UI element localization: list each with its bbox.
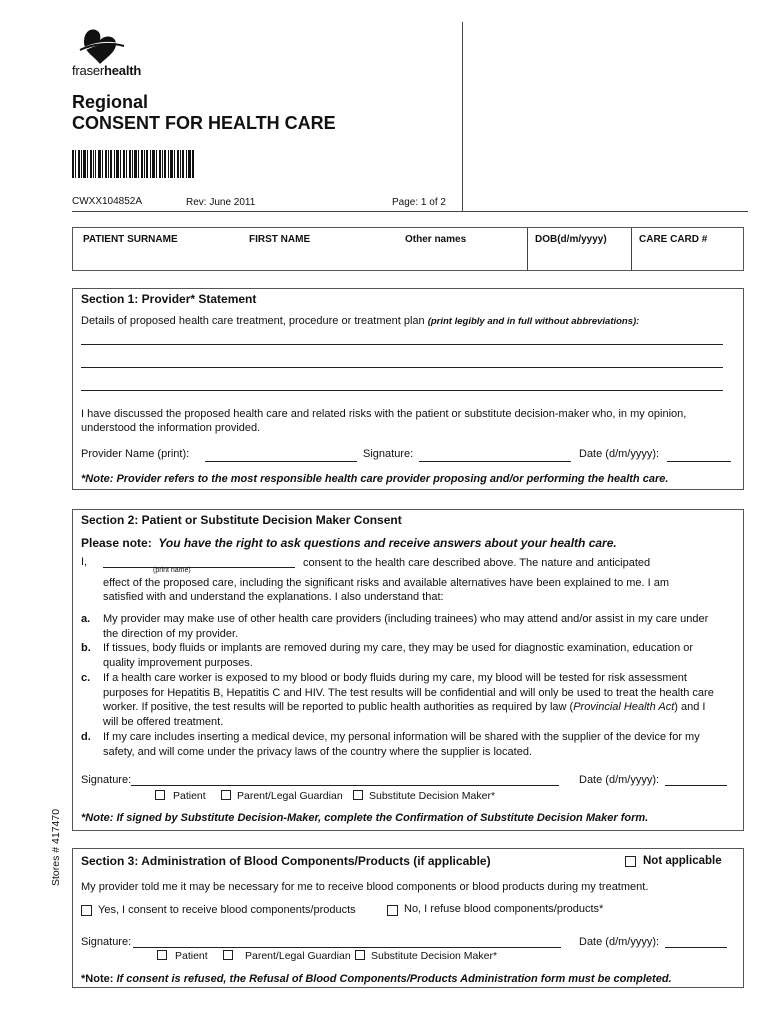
section-2-guardian-label: Parent/Legal Guardian <box>237 790 343 802</box>
provider-name-input[interactable] <box>205 461 357 462</box>
consent-text-2: effect of the proposed care, including the significant risks and available alternatives have been explained to me. I am <box>103 577 670 589</box>
details-line-2[interactable] <box>81 367 723 368</box>
page-number: Page: 1 of 2 <box>392 197 446 208</box>
col-dob: DOB(d/m/yyyy) <box>535 234 607 245</box>
section-3-intro: My provider told me it may be necessary for me to receive blood components or blood products during my treatment. <box>81 881 649 893</box>
title-regional: Regional <box>72 92 149 112</box>
section-3-date-label: Date (d/m/yyyy): <box>579 936 660 948</box>
col-care-card: CARE CARD # <box>639 234 708 245</box>
consent-item-c: c. If a health care worker is exposed to my blood or body fluids during my care, my blood will be tested for risk assessment purposes for Hepatitis B, Hepatitis C and HIV. The test results will be confidential and will only be used to treat the health care worker. If positive, the test results will be reported to public health authorities as required by law (Provincial Health Act) and I will be offered treatment. <box>81 672 714 728</box>
patient-name-input[interactable] <box>79 248 525 268</box>
section-2-signature-label: Signature: <box>81 774 132 786</box>
col-first-name: FIRST NAME <box>249 234 311 245</box>
table-divider <box>527 228 528 270</box>
section-3-sdm-label: Substitute Decision Maker* <box>371 950 498 962</box>
yes-consent-checkbox[interactable] <box>81 905 92 916</box>
section-2-title: Section 2: Patient or Substitute Decision Maker Consent <box>81 513 402 527</box>
section-1-title: Section 1: Provider* Statement <box>81 292 257 306</box>
section-3-note: *Note: If consent is refused, the Refusal of Blood Components/Products Administration form must be completed. <box>81 973 672 985</box>
provider-statement-line1: I have discussed the proposed health care and related risks with the patient or substitute decision-maker who, in my opinion, <box>81 408 687 420</box>
fraserhealth-logo <box>72 26 142 78</box>
barcode <box>72 150 194 178</box>
consent-text-3: satisfied with and understand the explanations. I also understand that: <box>103 591 444 603</box>
section-3-guardian-label: Parent/Legal Guardian <box>245 950 351 962</box>
section-2-patient-consent <box>72 509 744 831</box>
yes-consent-label: Yes, I consent to receive blood components/products <box>98 904 356 916</box>
provider-signature-label: Signature: <box>363 448 414 460</box>
provider-statement-line2: understood the information provided. <box>81 422 261 434</box>
details-line-1[interactable] <box>81 344 723 345</box>
section-2-signature-input[interactable] <box>131 785 559 786</box>
patient-print-name-input[interactable] <box>103 567 295 568</box>
consent-item-a: a. My provider may make use of other health care providers (including trainees) who may attend and/or assist in my care under the direction of my provider. <box>81 613 709 640</box>
section-2-date-input[interactable] <box>665 785 727 786</box>
no-refuse-label: No, I refuse blood components/products* <box>404 903 604 915</box>
section-3-signature-input[interactable] <box>133 947 561 948</box>
col-patient-surname: PATIENT SURNAME <box>83 234 178 245</box>
section-3-guardian-checkbox[interactable] <box>223 950 233 960</box>
not-applicable-label: Not applicable <box>643 855 722 867</box>
section-2-guardian-checkbox[interactable] <box>221 790 231 800</box>
provider-name-label: Provider Name (print): <box>81 448 190 460</box>
section-3-patient-checkbox[interactable] <box>157 950 167 960</box>
no-refuse-checkbox[interactable] <box>387 905 398 916</box>
care-card-input[interactable] <box>635 248 739 268</box>
section-2-sdm-checkbox[interactable] <box>353 790 363 800</box>
logo-wordmark: fraserhealth <box>72 63 142 78</box>
form-code: CWXX104852A <box>72 196 143 207</box>
section-3-patient-label: Patient <box>175 950 208 962</box>
details-label: Details of proposed health care treatment, procedure or treatment plan (print legibly and in full without abbreviations): <box>81 315 640 327</box>
revision-date: Rev: June 2011 <box>186 197 256 208</box>
details-line-3[interactable] <box>81 390 723 391</box>
header-rule <box>72 211 748 212</box>
fraserhealth-logo-icon <box>72 26 132 66</box>
consent-text-1: consent to the health care described above. The nature and anticipated <box>303 557 651 569</box>
section-1-provider-statement <box>72 288 744 490</box>
provider-date-input[interactable] <box>667 461 731 462</box>
i-label: I, <box>81 556 88 568</box>
section-3-date-input[interactable] <box>665 947 727 948</box>
print-name-hint: (print name) <box>153 567 191 574</box>
patient-info-table <box>72 227 744 271</box>
section-3-blood-components <box>72 848 744 988</box>
section-2-note: *Note: If signed by Substitute Decision-Maker, complete the Confirmation of Substitute Decision Maker form. <box>81 812 649 824</box>
section-2-patient-label: Patient <box>173 790 206 802</box>
section-3-title: Section 3: Administration of Blood Components/Products (if applicable) <box>81 854 491 868</box>
please-note: Please note: You have the right to ask questions and receive answers about your health care. <box>81 536 617 550</box>
col-other-names: Other names <box>405 234 467 245</box>
section-3-signature-label: Signature: <box>81 936 132 948</box>
section-2-date-label: Date (d/m/yyyy): <box>579 774 660 786</box>
section-3-sdm-checkbox[interactable] <box>355 950 365 960</box>
section-2-patient-checkbox[interactable] <box>155 790 165 800</box>
dob-input[interactable] <box>533 248 627 268</box>
not-applicable-checkbox[interactable] <box>625 856 636 867</box>
provider-note: *Note: Provider refers to the most responsible health care provider proposing and/or performing the health care. <box>81 473 669 485</box>
provider-date-label: Date (d/m/yyyy): <box>579 448 660 460</box>
table-divider <box>631 228 632 270</box>
stores-number: Stores # 417470 <box>50 808 62 886</box>
consent-item-b: b. If tissues, body fluids or implants are removed during my care, they may be used for diagnostic examination, education or quality improvement purposes. <box>81 642 694 669</box>
consent-item-d: d. If my care includes inserting a medical device, my personal information will be shared with the supplier of the device for my safety, and will come under the privacy laws of the country where the supplier is located. <box>81 731 700 758</box>
provider-signature-input[interactable] <box>419 461 571 462</box>
page-title: CONSENT FOR HEALTH CARE <box>72 113 336 133</box>
section-2-sdm-label: Substitute Decision Maker* <box>369 790 496 802</box>
header-divider <box>462 22 463 212</box>
